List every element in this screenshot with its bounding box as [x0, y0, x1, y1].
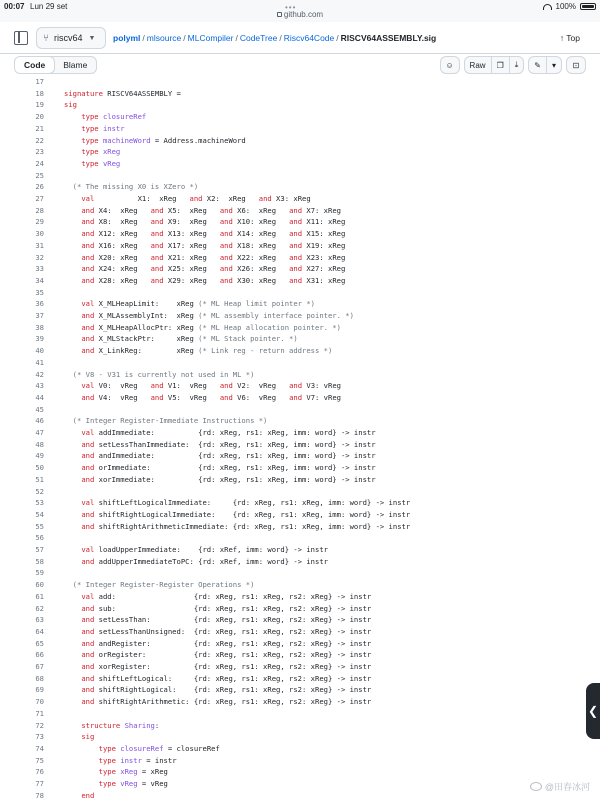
line-number[interactable]: 68	[35, 673, 44, 683]
code-line	[0, 415, 600, 427]
line-source: sig	[64, 100, 77, 110]
code-line	[0, 544, 600, 556]
line-source: and X_MLAssemblyInt: xReg (* ML assembly interface pointer. *)	[81, 311, 354, 320]
line-number[interactable]: 65	[35, 638, 44, 648]
code-line	[0, 158, 600, 170]
line-number[interactable]: 26	[35, 182, 44, 192]
code-line	[0, 684, 600, 696]
tab-code[interactable]: Code	[14, 56, 55, 74]
line-number[interactable]: 24	[35, 158, 44, 168]
code-line	[0, 603, 600, 615]
code-line	[0, 369, 600, 381]
code-line	[0, 357, 600, 369]
line-number[interactable]: 38	[35, 322, 44, 332]
tab-blame[interactable]: Blame	[63, 60, 88, 70]
line-number[interactable]: 30	[35, 229, 44, 239]
line-number[interactable]: 35	[35, 287, 44, 297]
download-icon[interactable]: ⤓	[514, 60, 519, 69]
line-number[interactable]: 50	[35, 463, 44, 473]
side-panel-handle[interactable]	[586, 683, 600, 739]
top-label: Top	[566, 33, 580, 43]
line-number[interactable]: 75	[35, 755, 44, 765]
view-toggle	[14, 56, 97, 74]
repo-header	[0, 24, 600, 54]
code-line	[0, 135, 600, 147]
line-number[interactable]: 73	[35, 732, 44, 742]
weibo-logo-icon	[530, 782, 542, 791]
code-line	[0, 345, 600, 357]
battery-icon	[580, 3, 596, 10]
copilot-icon: ☺	[445, 60, 454, 70]
line-source: and xorRegister: {rd: xReg, rs1: xReg, rs2: xReg} -> instr	[81, 662, 372, 671]
watermark-text: @田春冰河	[544, 782, 590, 792]
git-branch-icon: ⑂	[43, 32, 49, 44]
line-source: and xorImmediate: {rd: xReg, rs1: xReg, imm: word} -> instr	[81, 474, 376, 484]
wifi-icon	[543, 4, 552, 10]
line-number[interactable]: 72	[35, 720, 44, 730]
address-bar[interactable]	[0, 10, 600, 19]
line-source: and sub: {rd: xReg, rs1: xReg, rs2: xReg} -> instr	[81, 603, 372, 613]
code-line	[0, 720, 600, 732]
code-line	[0, 380, 600, 392]
line-source: and andRegister: {rd: xReg, rs1: xReg, rs2: xReg} -> instr	[81, 638, 372, 648]
breadcrumb: polyml / mlsource / MLCompiler / CodeTree / Riscv64Code / RISCV64ASSEMBLY.sig	[113, 33, 437, 43]
code-line	[0, 205, 600, 217]
arrow-up-icon: ↑	[559, 33, 565, 43]
sidebar-toggle-icon[interactable]	[14, 31, 28, 45]
line-source: (* V8 - V31 is currently not used in ML *)	[72, 369, 255, 379]
symbols-button[interactable]	[566, 56, 586, 74]
line-number[interactable]: 51	[35, 474, 44, 484]
top-button[interactable]	[560, 33, 580, 43]
line-number[interactable]: 46	[35, 416, 44, 426]
line-source: val add: {rd: xReg, rs1: xReg, rs2: xReg} -> instr	[81, 591, 372, 601]
edit-button-group	[528, 56, 562, 74]
code-line	[0, 649, 600, 661]
code-line	[0, 287, 600, 299]
line-source: and shiftRightLogicalImmediate: {rd: xReg, rs1: xReg, imm: word} -> instr	[81, 509, 411, 519]
line-number[interactable]: 22	[35, 135, 44, 145]
code-line	[0, 731, 600, 743]
line-number[interactable]: 28	[35, 205, 44, 215]
line-source: and setLessThanUnsigned: {rd: xReg, rs1: xReg, rs2: xReg} -> instr	[81, 626, 372, 636]
chevron-down-icon[interactable]: ▾	[551, 60, 556, 70]
code-line	[0, 181, 600, 193]
line-number[interactable]: 19	[35, 100, 44, 110]
code-line	[0, 567, 600, 579]
line-number[interactable]: 34	[35, 275, 44, 285]
code-line	[0, 216, 600, 228]
code-line	[0, 766, 600, 778]
code-line	[0, 743, 600, 755]
branch-name: riscv64	[54, 33, 83, 43]
breadcrumb-codetree[interactable]: CodeTree	[239, 33, 278, 43]
line-source: type xReg = xReg	[98, 767, 168, 777]
code-line	[0, 99, 600, 111]
line-source: and setLessThan: {rd: xReg, rs1: xReg, rs2: xReg} -> instr	[81, 615, 372, 625]
raw-button[interactable]: Raw	[465, 57, 492, 73]
line-number[interactable]: 17	[35, 77, 44, 86]
line-number[interactable]: 59	[35, 568, 44, 578]
code-line	[0, 521, 600, 533]
line-source: and X8: xReg and X9: xReg and X10: xReg and X11: xReg	[81, 217, 346, 227]
line-source: and shiftRightLogical: {rd: xReg, rs1: xReg, rs2: xReg} -> instr	[81, 685, 372, 695]
line-number[interactable]: 53	[35, 498, 44, 508]
line-source: and X24: xReg and X25: xReg and X26: xReg and X27: xReg	[81, 264, 346, 274]
line-source: and orRegister: {rd: xReg, rs1: xReg, rs2: xReg} -> instr	[81, 650, 372, 660]
line-number[interactable]: 43	[35, 381, 44, 391]
line-number[interactable]: 74	[35, 743, 44, 753]
line-source: and X20: xReg and X21: xReg and X22: xReg and X23: xReg	[81, 252, 346, 262]
battery-percent: 100%	[555, 2, 576, 11]
line-number[interactable]: 44	[35, 392, 44, 402]
code-line	[0, 509, 600, 521]
line-number[interactable]: 47	[35, 428, 44, 437]
line-number[interactable]: 25	[35, 170, 44, 180]
line-number[interactable]: 61	[35, 591, 44, 601]
line-source: and X16: xReg and X17: xReg and X18: xReg and X19: xReg	[81, 240, 346, 250]
code-line	[0, 486, 600, 498]
line-source: and X12: xReg and X13: xReg and X14: xReg and X15: xReg	[81, 229, 346, 239]
code-line	[0, 111, 600, 123]
line-number[interactable]: 78	[35, 790, 44, 800]
code-line	[0, 240, 600, 252]
line-number[interactable]: 63	[35, 615, 44, 625]
symbols-icon: ⊡	[572, 60, 580, 70]
code-line	[0, 790, 600, 800]
line-number[interactable]: 55	[35, 521, 44, 531]
line-source: type vReg	[81, 158, 121, 168]
line-source: and X4: xReg and X5: xReg and X6: xReg and X7: xReg	[81, 205, 341, 215]
line-source: and shiftLeftLogical: {rd: xReg, rs1: xReg, rs2: xReg} -> instr	[81, 673, 372, 683]
line-source: (* The missing X0 is XZero *)	[72, 182, 199, 192]
code-line	[0, 228, 600, 240]
line-source: type vReg = vReg	[98, 779, 168, 788]
line-number[interactable]: 70	[35, 697, 44, 707]
line-number[interactable]: 36	[35, 299, 44, 309]
lock-icon	[277, 12, 282, 17]
code-line	[0, 778, 600, 790]
code-line	[0, 404, 600, 416]
line-number[interactable]: 64	[35, 626, 44, 636]
code-line	[0, 638, 600, 650]
line-source: type closureRef	[81, 112, 147, 122]
line-source: structure Sharing:	[81, 720, 160, 730]
code-line	[0, 252, 600, 264]
line-number[interactable]: 37	[35, 311, 44, 320]
line-number[interactable]: 18	[35, 88, 44, 98]
line-source: and shiftRightArithmetic: {rd: xReg, rs1: xReg, rs2: xReg} -> instr	[81, 697, 372, 707]
line-source: (* Integer Register-Register Operations *)	[72, 580, 255, 590]
status-time: 00:07	[4, 2, 25, 11]
line-number[interactable]: 77	[35, 779, 44, 788]
code-line	[0, 193, 600, 205]
line-number[interactable]: 39	[35, 334, 44, 344]
file-toolbar	[0, 54, 600, 76]
breadcrumb-file: RISCV64ASSEMBLY.sig	[340, 33, 437, 43]
line-number[interactable]: 69	[35, 685, 44, 695]
code-line	[0, 708, 600, 720]
line-number[interactable]: 40	[35, 346, 44, 356]
line-number[interactable]: 57	[35, 545, 44, 554]
breadcrumb-mlsource[interactable]: mlsource	[146, 33, 182, 43]
code-line	[0, 532, 600, 544]
code-line	[0, 298, 600, 310]
line-source: and orImmediate: {rd: xReg, rs1: xReg, imm: word} -> instr	[81, 463, 376, 473]
code-view[interactable]	[0, 76, 600, 800]
line-number[interactable]: 48	[35, 439, 44, 449]
line-source: type xReg	[81, 147, 121, 157]
code-line	[0, 556, 600, 568]
line-number[interactable]: 33	[35, 264, 44, 274]
line-number[interactable]: 20	[35, 112, 44, 122]
line-number[interactable]: 29	[35, 217, 44, 227]
line-source: val X1: xReg and X2: xReg and X3: xReg	[81, 194, 311, 203]
copy-icon[interactable]: ❐	[492, 57, 510, 73]
code-line	[0, 146, 600, 158]
line-source: val V0: vReg and V1: vReg and V2: vReg and V3: vReg	[81, 381, 341, 391]
watermark	[530, 780, 590, 793]
code-line	[0, 661, 600, 673]
line-number[interactable]: 27	[35, 194, 44, 203]
code-line	[0, 333, 600, 345]
multitask-dots-icon[interactable]: •••	[285, 3, 297, 12]
line-source: val addImmediate: {rd: xReg, rs1: xReg, imm: word} -> instr	[81, 428, 376, 437]
code-line	[0, 439, 600, 451]
line-number[interactable]: 45	[35, 404, 44, 414]
line-source: type instr	[81, 123, 125, 133]
code-line	[0, 579, 600, 591]
code-line	[0, 170, 600, 182]
code-line	[0, 673, 600, 685]
status-date: Lun 29 set	[30, 2, 68, 11]
line-source: end	[81, 790, 95, 800]
line-source: val loadUpperImmediate: {rd: xRef, imm: word} -> instr	[81, 545, 328, 554]
chevron-left-icon: ❮	[587, 704, 599, 718]
line-number[interactable]: 71	[35, 708, 44, 718]
code-line	[0, 474, 600, 486]
line-source: signature RISCV64ASSEMBLY =	[64, 88, 181, 98]
code-line	[0, 88, 600, 100]
line-number[interactable]: 56	[35, 533, 44, 543]
line-source: val shiftLeftLogicalImmediate: {rd: xReg, rs1: xReg, imm: word} -> instr	[81, 498, 411, 508]
line-number[interactable]: 66	[35, 650, 44, 660]
line-number[interactable]: 21	[35, 123, 44, 133]
line-number[interactable]: 67	[35, 662, 44, 671]
line-number[interactable]: 58	[35, 556, 44, 566]
code-line	[0, 462, 600, 474]
code-line	[0, 614, 600, 626]
breadcrumb-riscv64code[interactable]: Riscv64Code	[283, 33, 335, 43]
code-line	[0, 450, 600, 462]
code-line	[0, 591, 600, 603]
line-source: type closureRef = closureRef	[98, 743, 220, 753]
code-line	[0, 310, 600, 322]
code-line	[0, 427, 600, 439]
code-line	[0, 322, 600, 334]
line-number[interactable]: 42	[35, 369, 44, 379]
line-source: (* Integer Register-Immediate Instructions *)	[72, 416, 268, 426]
line-number[interactable]: 23	[35, 147, 44, 157]
line-source: and andImmediate: {rd: xReg, rs1: xReg, imm: word} -> instr	[81, 451, 376, 461]
url-text: github.com	[283, 10, 324, 19]
pencil-icon[interactable]: ✎	[529, 57, 547, 73]
code-line	[0, 626, 600, 638]
code-line	[0, 696, 600, 708]
line-source: and X_LinkReg: xReg (* Link reg - return address *)	[81, 346, 333, 356]
line-number[interactable]: 54	[35, 509, 44, 519]
line-number[interactable]: 76	[35, 767, 44, 777]
code-line	[0, 755, 600, 767]
line-source: and addUpperImmediateToPC: {rd: xRef, imm: word} -> instr	[81, 556, 328, 566]
ios-status-bar	[0, 0, 600, 22]
line-number[interactable]: 52	[35, 486, 44, 496]
line-source: and V4: vReg and V5: vReg and V6: vReg and V7: vReg	[81, 392, 341, 402]
line-source: and shiftRightArithmeticImmediate: {rd: xReg, rs1: xReg, imm: word} -> instr	[81, 521, 411, 531]
code-line	[0, 497, 600, 509]
line-source: sig	[81, 732, 95, 742]
chevron-down-icon: ▼	[88, 34, 96, 42]
code-line	[0, 392, 600, 404]
line-number[interactable]: 60	[35, 580, 44, 590]
raw-button-group	[464, 56, 525, 74]
breadcrumb-mlcompiler[interactable]: MLCompiler	[187, 33, 234, 43]
code-line	[0, 123, 600, 135]
line-source: and X28: xReg and X29: xReg and X30: xReg and X31: xReg	[81, 275, 346, 285]
line-number[interactable]: 31	[35, 240, 44, 250]
line-source: and X_MLStackPtr: xReg (* ML Stack pointer. *)	[81, 334, 298, 344]
branch-selector-button[interactable]	[36, 27, 106, 49]
line-source: and setLessThanImmediate: {rd: xReg, rs1: xReg, imm: word} -> instr	[81, 439, 376, 449]
code-line	[0, 275, 600, 287]
line-number[interactable]: 49	[35, 451, 44, 461]
line-source: val X_MLHeapLimit: xReg (* ML Heap limit pointer *)	[81, 299, 315, 309]
line-source: and X_MLHeapAllocPtr: xReg (* ML Heap allocation pointer. *)	[81, 322, 341, 332]
line-source: type machineWord = Address.machineWord	[81, 135, 246, 145]
line-number[interactable]: 32	[35, 252, 44, 262]
code-line	[0, 76, 600, 88]
line-source: type instr = instr	[98, 755, 177, 765]
breadcrumb-repo[interactable]: polyml	[113, 33, 141, 43]
line-number[interactable]: 62	[35, 603, 44, 613]
copilot-button[interactable]	[440, 56, 460, 74]
line-number[interactable]: 41	[35, 357, 44, 367]
code-line	[0, 263, 600, 275]
